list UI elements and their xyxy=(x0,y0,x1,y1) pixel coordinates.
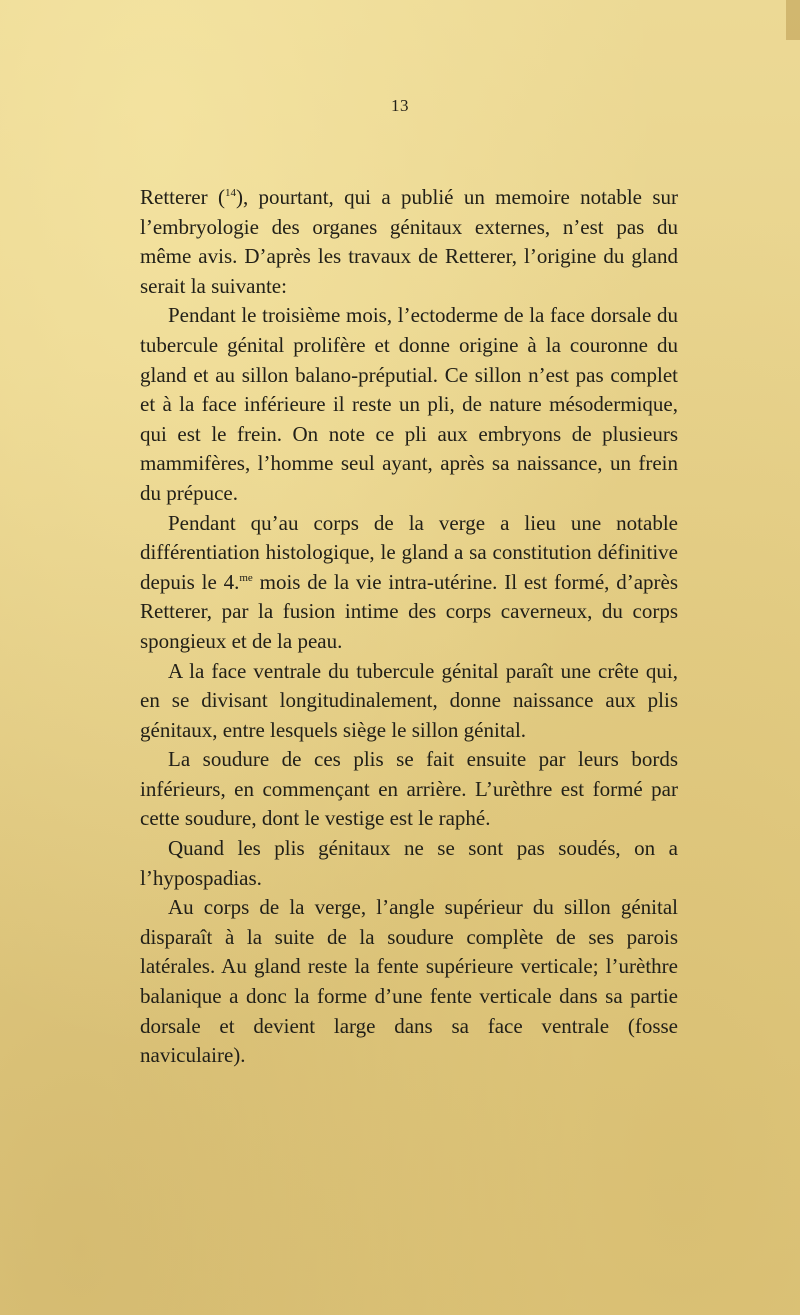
paragraph-3 xyxy=(140,509,678,657)
paragraph-5: La soudure de ces plis se fait ensuite par leurs bords inférieurs, en commençant en arrière. L’urèthre est formé par cette soudure, dont le vestige est le raphé. xyxy=(140,747,678,831)
paragraph-3-text: Pendant qu’au corps de la verge a lieu une notable différentiation histologique, le gland a sa constitution définitive depuis le 4. xyxy=(140,510,678,594)
paragraph-2: Pendant le troisième mois, l’ectoderme de la face dorsale du tubercule génital prolifère et donne origine à la couronne du gland et au sillon balano-préputial. Ce sillon n’est pas complet et à la face inférieure il reste un pli, de nature mésodermique, qui est le frein. On note ce pli aux embryons de plusieurs mammifères, l’homme seul ayant, après sa naissance, un frein du prépuce. xyxy=(140,303,678,505)
paragraph-3-text-cont: mois de la vie intra-utérine. Il est formé, d’après Retterer, par la fusion intime des corps caverneux, du corps spongieux et de la peau. xyxy=(140,569,679,653)
body-text xyxy=(140,183,678,1071)
footnote-ref: 14 xyxy=(224,187,236,199)
paragraph-6: Quand les plis génitaux ne se sont pas soudés, on a l’hypospadias. xyxy=(140,836,678,890)
paragraph-1 xyxy=(140,183,678,301)
paragraph-7: Au corps de la verge, l’angle supérieur du sillon génital disparaît à la suite de la soudure complète de ses parois latérales. Au gland reste la fente supérieure verticale; l’urèthre balanique a donc la forme d’une fente verticale dans sa partie dorsale et devient large dans sa face ventrale (fosse naviculaire). xyxy=(140,895,678,1068)
page-number: 13 xyxy=(391,96,409,115)
paragraph-1-text-cont: ), pourtant, qui a publié un memoire notable sur l’embryologie des organes génitaux externes, n’est pas du même avis. D’après les travaux de Retterer, l’origine du gland serait la suivante: xyxy=(140,185,678,298)
paragraph-1-text: Retterer ( xyxy=(140,185,225,209)
paper-stain xyxy=(786,0,800,40)
paragraph-4: A la face ventrale du tubercule génital paraît une crête qui, en se divisant longitudinalement, donne naissance aux plis génitaux, entre lesquels siège le sillon génital. xyxy=(140,658,678,742)
ordinal-superscript: me xyxy=(239,571,253,584)
